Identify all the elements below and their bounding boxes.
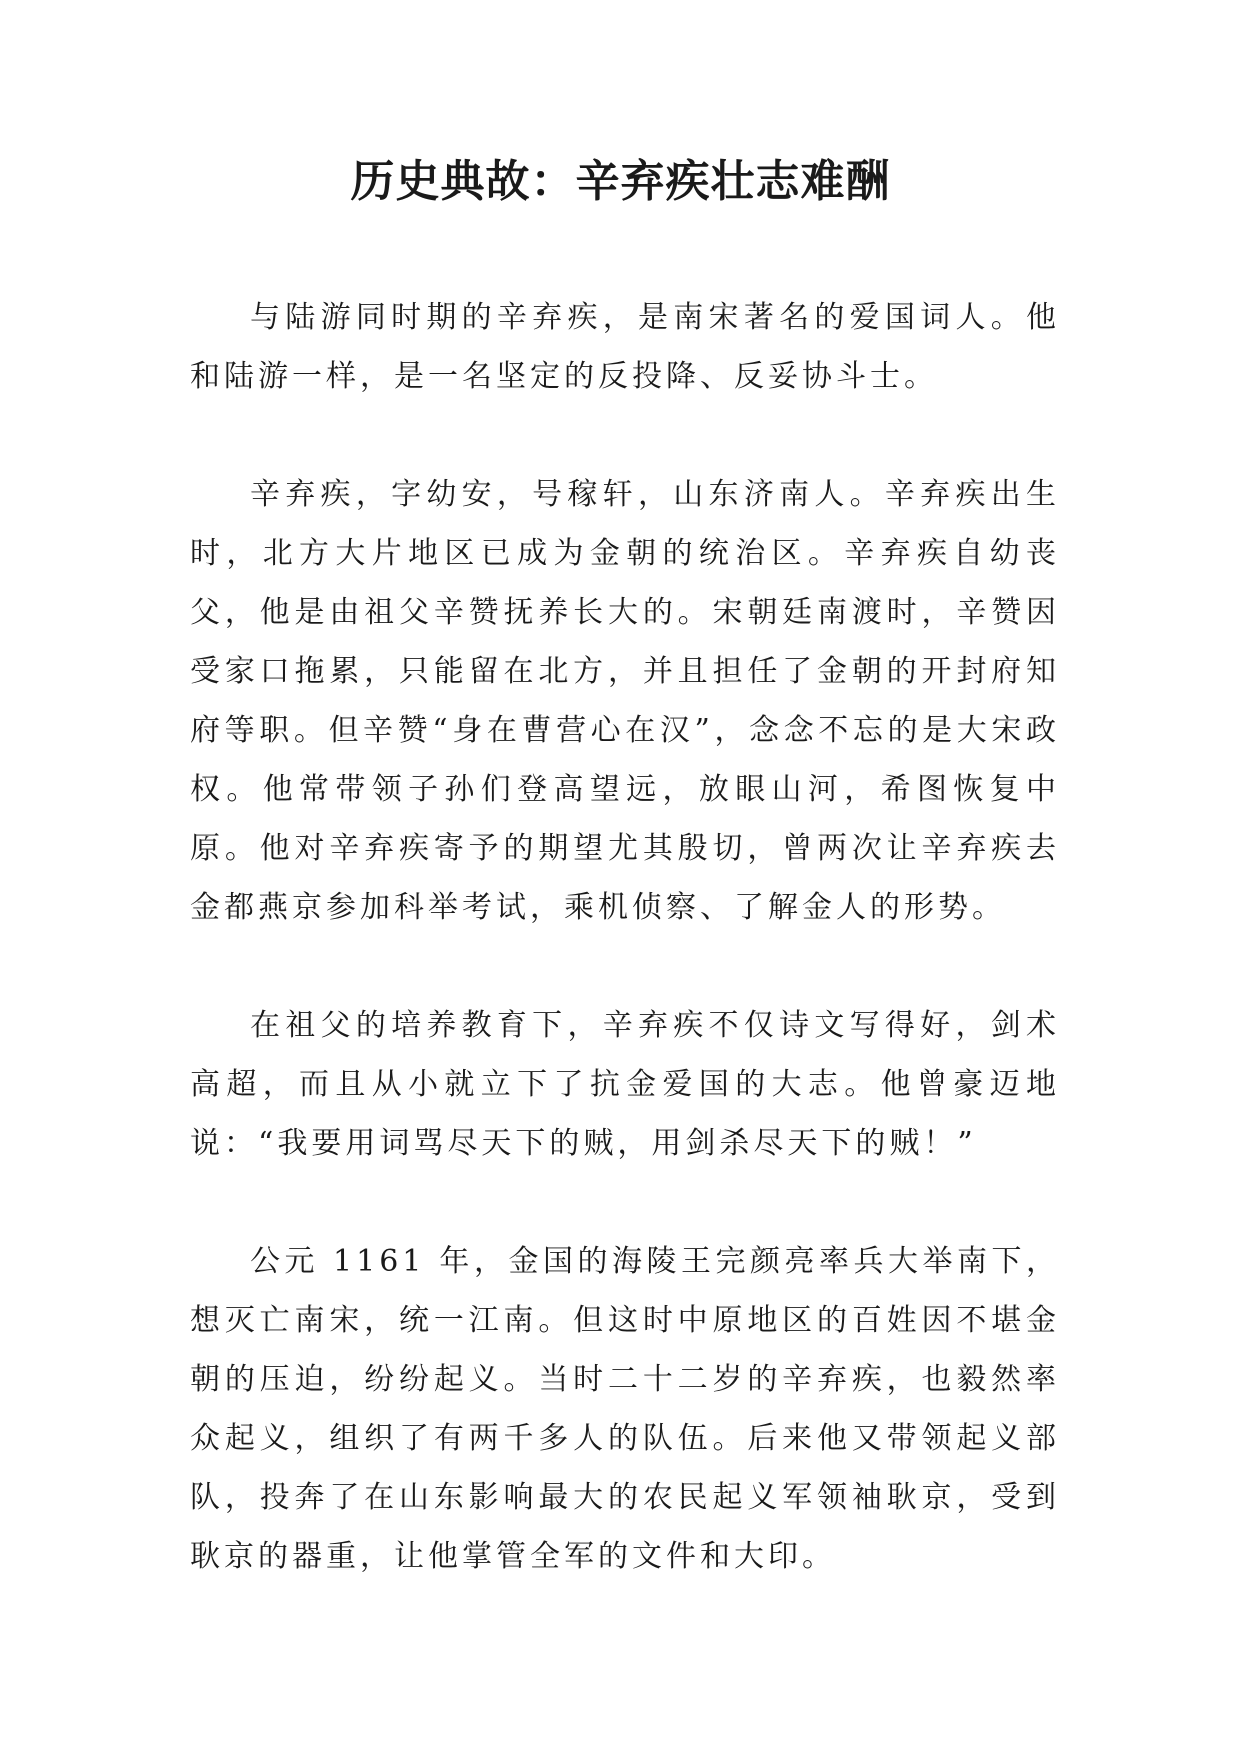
paragraph-gap [190, 406, 1060, 465]
page-title: 历史典故：辛弃疾壮志难酬 [350, 156, 891, 207]
paragraph-1: 与陆游同时期的辛弃疾，是南宋著名的爱国词人。他和陆游一样，是一名坚定的反投降、反妥协斗士。 [190, 300, 1060, 394]
paragraph-gap [190, 1173, 1060, 1232]
paragraph-4: 公元 1161 年，金国的海陵王完颜亮率兵大举南下，想灭亡南宋，统一江南。但这时中原地区的百姓因不堪金朝的压迫，纷纷起义。当时二十二岁的辛弃疾，也毅然率众起义，组织了有两千多人的队伍。后来他又带领起义部队，投奔了在山东影响最大的农民起义军领袖耿京，受到耿京的器重，让他掌管全军的文件和大印。 [190, 1244, 1060, 1574]
paragraph-gap [190, 937, 1060, 996]
paragraph-2: 辛弃疾，字幼安，号稼轩，山东济南人。辛弃疾出生时，北方大片地区已成为金朝的统治区。辛弃疾自幼丧父，他是由祖父辛赞抚养长大的。宋朝廷南渡时，辛赞因受家口拖累，只能留在北方，并且担任了金朝的开封府知府等职。但辛赞“身在曹营心在汉”，念念不忘的是大宋政权。他常带领子孙们登高望远，放眼山河，希图恢复中原。他对辛弃疾寄予的期望尤其殷切，曾两次让辛弃疾去金都燕京参加科举考试，乘机侦察、了解金人的形势。 [190, 477, 1060, 925]
paragraph-3: 在祖父的培养教育下，辛弃疾不仅诗文写得好，剑术高超，而且从小就立下了抗金爱国的大志。他曾豪迈地说：“我要用词骂尽天下的贼，用剑杀尽天下的贼！” [190, 1008, 1060, 1161]
document-body [190, 288, 1060, 1586]
